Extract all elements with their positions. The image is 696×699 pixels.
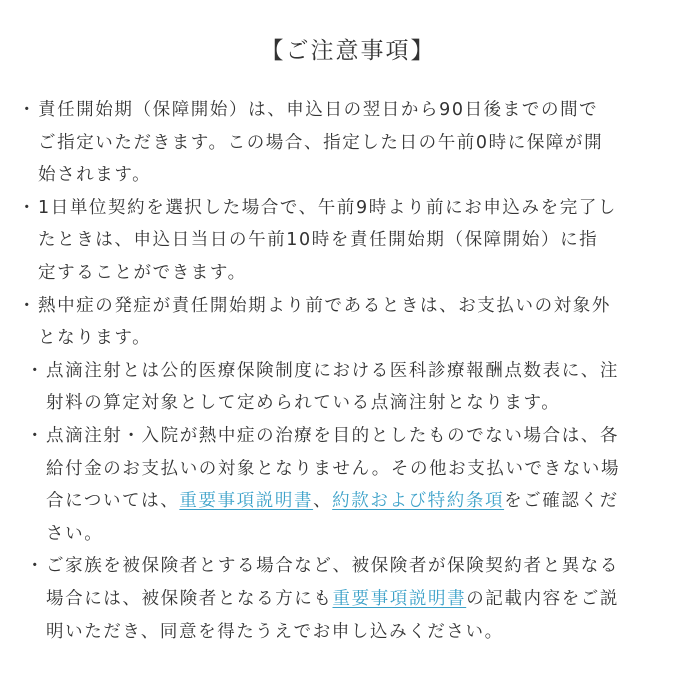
note-text: 、 [313, 491, 333, 512]
note-text: をご確認くだ [504, 491, 619, 512]
bullet-icon: ・ [18, 197, 38, 218]
note-item-3 [0, 290, 696, 355]
note-text: 場合には、被保険者となる方にも [46, 588, 333, 609]
note-line: さい。 [46, 523, 104, 544]
note-line: 1日単位契約を選択した場合で、午前9時より前にお申込みを完了し [38, 197, 618, 218]
important-matters-link[interactable]: 重要事項説明書 [179, 491, 314, 512]
note-item-2 [0, 192, 696, 290]
note-line: 責任開始期（保障開始）は、申込日の翌日から90日後までの間で [38, 100, 599, 120]
bullet-icon: ・ [26, 360, 46, 381]
note-item-5 [0, 420, 696, 550]
note-line-with-link [0, 583, 696, 616]
bullet-icon: ・ [26, 556, 46, 577]
note-line: ご家族を被保険者とする場合など、被保険者が保険契約者と異なる [46, 556, 619, 577]
page-title: 【ご注意事項】 [260, 38, 436, 64]
note-text: 合については、 [46, 491, 180, 512]
note-item-1 [0, 94, 696, 192]
note-line: 点滴注射・入院が熱中症の治療を目的としたものでない場合は、各 [46, 425, 619, 446]
note-line: たときは、申込日当日の午前10時を責任開始期（保障開始）に指 [38, 230, 599, 251]
note-line-with-links [0, 485, 696, 518]
note-line: 定することができます。 [38, 262, 247, 283]
note-text: の記載内容をご説 [466, 588, 620, 609]
note-line: 熱中症の発症が責任開始期より前であるときは、お支払いの対象外 [38, 295, 611, 316]
note-line: 射料の算定対象として定められている点滴注射となります。 [46, 393, 561, 414]
note-line: となります。 [38, 328, 152, 349]
note-item-6 [0, 550, 696, 648]
note-line: 明いただき、同意を得たうえでお申し込みください。 [46, 621, 504, 642]
note-line: 始されます。 [38, 165, 152, 186]
bullet-icon: ・ [18, 100, 38, 120]
note-line: ご指定いただきます。この場合、指定した日の午前0時に保障が開 [38, 132, 604, 153]
note-line: 給付金のお支払いの対象となりません。その他お支払いできない場 [46, 458, 621, 479]
notes-list [0, 94, 696, 648]
bullet-icon: ・ [26, 425, 46, 446]
note-item-4 [0, 355, 696, 420]
note-line: 点滴注射とは公的医療保険制度における医科診療報酬点数表に、注 [46, 360, 619, 381]
important-matters-link[interactable]: 重要事項説明書 [332, 588, 467, 609]
terms-and-riders-link[interactable]: 約款および特約条項 [332, 491, 505, 512]
bullet-icon: ・ [18, 295, 38, 316]
